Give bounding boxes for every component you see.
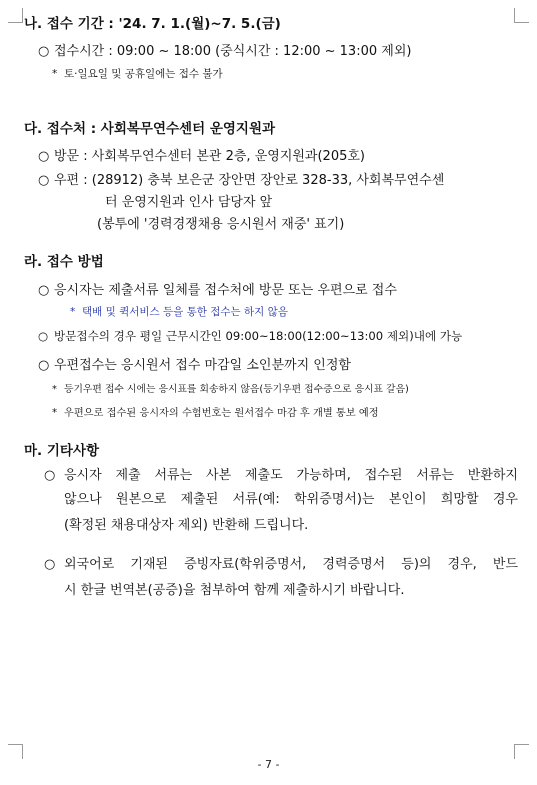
bullet-icon: ○ — [44, 557, 56, 572]
bullet-icon: ○ — [38, 149, 50, 164]
ra-item-2-text: 방문접수의 경우 평일 근무시간인 09:00~18:00(12:00~13:00 제외)내에 가능 — [54, 329, 463, 343]
corner-mark-top-right — [514, 8, 529, 23]
da-item-2-line3: (봉투에 '경력경쟁채용 응시원서 재중' 표기) — [97, 217, 345, 232]
ra-note-2-text: 등기우편 접수 시에는 응시표를 회송하지 않음(등기우편 접수증으로 응시표 갈음) — [64, 384, 409, 395]
ra-note-1-text: 택배 및 퀵서비스 등을 통한 접수는 하지 않음 — [82, 306, 288, 318]
na-item-1-text: 접수시간 : 09:00 ~ 18:00 (중식시간 : 12:00 ~ 13:00 제외) — [54, 44, 412, 59]
ma-item-1-line1: 응시자 제출 서류는 사본 제출도 가능하며, 접수된 서류는 반환하지 — [64, 468, 518, 483]
asterisk-icon: * — [52, 68, 58, 80]
ma-item-1-line2: 않으나 원본으로 제출된 서류(예: 학위증명서)는 본인이 희망할 경우 — [64, 492, 518, 507]
corner-mark-bottom-right — [514, 744, 529, 759]
asterisk-icon: * — [52, 408, 58, 419]
section-heading-ra: 라. 접수 방법 — [24, 254, 104, 270]
ra-note-3 — [52, 404, 379, 419]
da-item-2-text-line1: 우편 : (28912) 충북 보은군 장안면 장안로 328-33, 사회복무연수센 — [54, 173, 445, 188]
da-item-2 — [38, 169, 444, 188]
ra-item-3 — [38, 354, 351, 373]
bullet-icon: ○ — [38, 44, 50, 59]
corner-mark-bottom-left — [8, 744, 23, 759]
na-item-1 — [38, 40, 411, 59]
bullet-icon: ○ — [44, 468, 56, 483]
ra-note-1 — [70, 304, 288, 319]
section-heading-da: 다. 접수처 : 사회복무연수센터 운영지원과 — [24, 121, 276, 137]
da-item-1-text: 방문 : 사회복무연수센터 본관 2층, 운영지원과(205호) — [54, 149, 366, 164]
ra-note-2 — [52, 381, 409, 395]
ra-note-3-text: 우편으로 접수된 응시자의 수험번호는 원서접수 마감 후 개별 통보 예정 — [64, 408, 379, 419]
page-number: - 7 - — [257, 758, 280, 771]
na-note-1 — [52, 66, 223, 81]
ma-item-2-line1: 외국어로 기재된 증빙자료(학위증명서, 경력증명서 등)의 경우, 반드 — [64, 557, 518, 572]
bullet-icon: ○ — [38, 358, 50, 373]
corner-mark-top-left — [8, 8, 23, 23]
da-item-2-line2: 터 운영지원과 인사 담당자 앞 — [105, 195, 273, 210]
da-item-1 — [38, 145, 365, 164]
ra-item-1-text: 응시자는 제출서류 일체를 접수처에 방문 또는 우편으로 접수 — [54, 283, 397, 298]
ma-item-1-line3: (확정된 채용대상자 제외) 반환해 드립니다. — [64, 518, 309, 533]
bullet-icon: ○ — [38, 283, 50, 298]
ra-item-1 — [38, 279, 397, 298]
section-heading-na: 나. 접수 기간 : '24. 7. 1.(월)~7. 5.(금) — [24, 16, 281, 32]
asterisk-icon: * — [70, 306, 76, 318]
ra-item-3-text: 우편접수는 응시원서 접수 마감일 소인분까지 인정함 — [54, 358, 351, 373]
bullet-icon: ○ — [38, 329, 49, 343]
na-note-1-text: 토·일요일 및 공휴일에는 접수 불가 — [64, 68, 223, 80]
asterisk-icon: * — [52, 384, 57, 395]
ma-item-2-line2: 시 한글 번역본(공증)을 첨부하여 함께 제출하시기 바랍니다. — [64, 583, 405, 598]
section-heading-ma: 마. 기타사항 — [24, 443, 100, 459]
ra-item-2 — [38, 328, 462, 344]
bullet-icon: ○ — [38, 173, 50, 188]
